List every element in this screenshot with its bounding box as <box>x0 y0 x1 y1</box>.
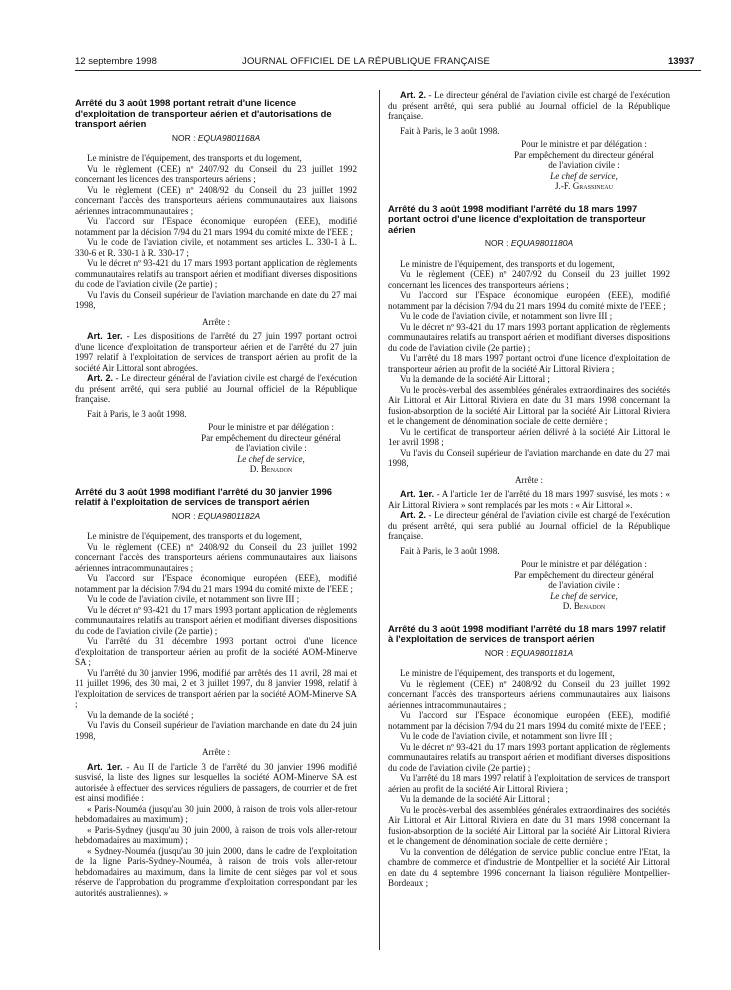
decree-title: Arrêté du 3 août 1998 modifiant l'arrêté du 18 mars 1997 relatif à l'exploitation de services de transport aérien <box>388 622 666 644</box>
recital-paragraph: Vu la convention de délégation de service public conclue entre l'Etat, la chambre de commerce et d'industrie de Montpellier et la société Air Littoral en date du 4 septembre 1996 concernant la liaison régulière Montpellier-Bordeaux ; <box>388 846 670 888</box>
signature-date: Fait à Paris, le 3 août 1998. <box>87 408 187 419</box>
page-header <box>0 0 731 80</box>
journal-title: JOURNAL OFFICIEL DE LA RÉPUBLIQUE FRANÇAISE <box>242 56 491 67</box>
header-rule <box>75 70 701 71</box>
decree-title: Arrêté du 3 août 1998 portant retrait d'une licence d'exploitation de transporteur aérien et d'autorisations de transport aérien <box>75 97 332 129</box>
signature-date: Fait à Paris, le 3 août 1998. <box>400 545 500 556</box>
column-divider <box>379 90 380 950</box>
recital-paragraph: Vu l'accord sur l'Espace économique européen (EEE), modifié notamment par la décision 7/94 du 21 mars 1994 du comité mixte de l'EEE ; <box>75 216 357 237</box>
recital-paragraph: Vu l'avis du Conseil supérieur de l'aviation marchande en date du 27 mai 1998, <box>388 447 670 468</box>
route-item: « Sydney-Nouméa (jusqu'au 30 juin 2000, dans le cadre de l'exploitation de la ligne Paris-Sydney-Nouméa, à raison de trois vols aller-retour hebdomadaires au maximum, dans la limite de cent sièges par vol et sous réserve de l'approbation du programme d'exploitation correspondant par les autorités australiennes). » <box>75 845 357 898</box>
arrete-heading: Arrête : <box>201 747 231 757</box>
recital-paragraph: Vu le règlement (CEE) nº 2408/92 du Conseil du 23 juillet 1992 concernant l'accès des transporteurs aériens communautaires aux liaisons aériennes intracommunautaires ; <box>388 678 670 710</box>
nor-reference: NOR : EQUA9801182A <box>171 510 261 521</box>
recital-paragraph: Vu l'arrêté du 18 mars 1997 portant octroi d'une licence d'exploitation de transporteur aérien au profit de la société Air Littoral Riviera ; <box>388 353 670 374</box>
decree-modif-30-janvier-1996 <box>75 487 357 899</box>
decree-modif-18-mars-1997-licence <box>388 204 670 612</box>
article-2: Art. 2. - Le directeur général de l'aviation civile est chargé de l'exécution du présent arrêté, qui sera publié au Journal officiel de la République française. <box>388 510 670 541</box>
issue-date: 12 septembre 1998 <box>75 56 157 67</box>
signatory-role: Le chef de service, <box>550 170 618 181</box>
decree-recitals <box>388 668 670 889</box>
recital-paragraph: Le ministre de l'équipement, des transports et du logement, <box>87 153 302 163</box>
recital-paragraph: Vu le code de l'aviation civile, et notamment son livre III ; <box>87 594 300 604</box>
page-number: 13937 <box>668 56 695 67</box>
nor-reference: NOR : EQUA9801180A <box>484 238 574 248</box>
signature-block: Pour le ministre et par délégation : Par empêchement du directeur général de l'aviation civile : Le chef de service, D. Benadon <box>498 559 670 612</box>
recital-paragraph: Vu le code de l'aviation civile, et notamment ses articles L. 330-1 à L. 330-6 et R. 330-1 à R. 330-17 ; <box>75 237 357 258</box>
recital-paragraph: Vu le code de l'aviation civile, et notamment son livre III ; <box>400 311 613 321</box>
decree-modif-18-mars-1997-exploitation <box>388 624 670 889</box>
recital-paragraph: Vu le règlement (CEE) nº 2408/92 du Conseil du 23 juillet 1992 concernant l'accès des transporteurs aériens communautaires aux liaisons aériennes intracommunautaires ; <box>75 184 357 216</box>
recital-paragraph: Vu la demande de la société Air Littoral ; <box>400 794 550 804</box>
nor-reference: NOR : EQUA9801181A <box>484 647 574 658</box>
recital-paragraph: Vu l'accord sur l'Espace économique européen (EEE), modifié notamment par la décision 7/94 du 21 mars 1994 du comité mixte de l'EEE ; <box>75 573 357 594</box>
recital-paragraph: Le ministre de l'équipement, des transports et du logement, <box>400 668 615 678</box>
recital-paragraph: Vu le décret nº 93-421 du 17 mars 1993 portant application de règlements communautaires relatifs au transport aérien et modifiant diverses dispositions du code de l'aviation civile (2e partie) ; <box>388 741 670 773</box>
route-item: « Paris-Nouméa (jusqu'au 30 juin 2000, à raison de trois vols aller-retour hebdomadaires au maximum) ; <box>75 803 357 824</box>
signature-block: Pour le ministre et par délégation : Par empêchement du directeur général de l'aviation civile : Le chef de service, D. Benadon <box>185 422 357 475</box>
route-list <box>75 804 357 899</box>
article-2: Art. 2. - Le directeur général de l'aviation civile est chargé de l'exécution du présent arrêté, qui sera publié au Journal officiel de la République française. <box>388 90 670 121</box>
article-1: Art. 1er. - Au II de l'article 3 de l'arrêté du 30 janvier 1996 modifié susvisé, la liste des lignes sur lesquelles la société AOM-Minerve SA est autorisée à effectuer des services réguliers de passagers, de courrier et de fret est ainsi modifiée : <box>75 761 357 803</box>
signatory-name: D. Benadon <box>249 464 293 474</box>
decree-retrait-licence <box>75 98 357 475</box>
arrete-heading: Arrête : <box>514 474 544 485</box>
recital-paragraph: Vu le règlement (CEE) nº 2407/92 du Conseil du 23 juillet 1992 concernant les licences des transporteurs aériens ; <box>388 269 670 290</box>
nor-reference: NOR : EQUA9801168A <box>171 132 261 143</box>
recital-paragraph: Le ministre de l'équipement, des transports et du logement, <box>87 531 302 541</box>
signature-date: Fait à Paris, le 3 août 1998. <box>400 125 500 136</box>
decree-recitals <box>388 259 670 469</box>
right-column <box>388 90 670 889</box>
recital-paragraph: Vu la demande de la société Air Littoral ; <box>400 374 550 384</box>
recital-paragraph: Vu l'avis du Conseil supérieur de l'aviation marchande en date du 27 mai 1998, <box>75 289 357 310</box>
recital-paragraph: Vu l'accord sur l'Espace économique européen (EEE), modifié notamment par la décision 7/94 du 21 mars 1994 du comité mixte de l'EEE ; <box>388 290 670 311</box>
recital-paragraph: Vu l'avis du Conseil supérieur de l'aviation marchande en date du 24 juin 1998, <box>75 720 357 741</box>
recital-paragraph: Vu le règlement (CEE) nº 2407/92 du Conseil du 23 juillet 1992 concernant les licences des transporteurs aériens ; <box>75 163 357 184</box>
recital-paragraph: Vu le décret nº 93-421 du 17 mars 1993 portant application de règlements communautaires relatifs au transport aérien et modifiant diverses dispositions du code de l'aviation civile (2e partie) ; <box>75 258 357 289</box>
recital-paragraph: Vu le certificat de transporteur aérien délivré à la société Air Littoral le 1er avril 1998 ; <box>388 426 670 447</box>
recital-paragraph: Vu l'arrêté du 18 mars 1997 relatif à l'exploitation de services de transport aérien au profit de la société Air Littoral Riviera ; <box>388 773 670 794</box>
article-1: Art. 1er. - A l'article 1er de l'arrêté du 18 mars 1997 susvisé, les mots : « Air Littoral Riviera » sont remplacés par les mots : « Air Littoral ». <box>388 489 670 510</box>
recital-paragraph: Vu le procès-verbal des assemblées générales extraordinaires des sociétés Air Littoral et Air Littoral Riviera en date du 31 mars 1998 concernant la fusion-absorption de la société Air Littoral par la société Air Littoral Riviera et le changement de dénomination sociale de cette dernière ; <box>388 384 670 426</box>
decree-title: Arrêté du 3 août 1998 modifiant l'arrêté du 30 janvier 1996 relatif à l'exploitation de services de transport aérien <box>75 485 333 507</box>
recital-paragraph: Vu l'arrêté du 31 décembre 1993 portant octroi d'une licence d'exploitation de transporteur aérien au profit de la société AOM-Minerve SA ; <box>75 636 357 667</box>
arrete-heading: Arrête : <box>201 316 231 327</box>
recital-paragraph: Le ministre de l'équipement, des transports et du logement, <box>400 258 615 269</box>
signatory-role: Le chef de service, <box>550 590 618 601</box>
article-1: Art. 1er. - Les dispositions de l'arrêté du 27 juin 1997 portant octroi d'une licence d'exploitation de transporteur aérien et de l'arrêté du 27 juin 1997 relatif à l'exploitation de services de transport aérien au profit de la société Air Littoral sont abrogées. <box>75 331 357 373</box>
recital-paragraph: Vu le décret nº 93-421 du 17 mars 1993 portant application de règlements communautaires relatifs au transport aérien et modifiant diverses dispositions du code de l'aviation civile (2e partie) ; <box>75 604 357 636</box>
signatory-name: J.-F. Grassineau <box>555 181 613 191</box>
recital-paragraph: Vu le décret nº 93-421 du 17 mars 1993 portant application de règlements communautaires relatifs au transport aérien et modifiant diverses dispositions du code de l'aviation civile (2e partie) ; <box>388 321 670 353</box>
recital-paragraph: Vu l'arrêté du 30 janvier 1996, modifié par arrêtés des 11 avril, 28 mai et 11 juillet 1996, des 30 mai, 2 et 3 juillet 1997, du 8 janvier 1998, relatif à l'exploitation de services de transport aérien par la société AOM-Minerve SA ; <box>75 667 357 709</box>
route-item: « Paris-Sydney (jusqu'au 30 juin 2000, à raison de trois vols aller-retour hebdomadaires au maximum) ; <box>75 824 357 845</box>
decree-recitals <box>75 531 357 741</box>
recital-paragraph: Vu le code de l'aviation civile, et notamment son livre III ; <box>400 731 613 741</box>
recital-paragraph: Vu la demande de la société ; <box>87 709 194 720</box>
signature-block: Pour le ministre et par délégation : Par empêchement du directeur général de l'aviation civile : Le chef de service, J.-F. Grassineau <box>498 139 670 192</box>
decree-title: Arrêté du 3 août 1998 modifiant l'arrêté du 18 mars 1997 portant octroi d'une licence d'exploitation de transporteur aérien <box>388 202 646 235</box>
left-column <box>75 90 357 898</box>
signatory-role: Le chef de service, <box>237 453 305 464</box>
signatory-name: D. Benadon <box>562 601 606 611</box>
decree-modif-30-janvier-1996-end <box>388 90 670 192</box>
recital-paragraph: Vu l'accord sur l'Espace économique européen (EEE), modifié notamment par la décision 7/94 du 21 mars 1994 du comité mixte de l'EEE ; <box>388 710 670 731</box>
decree-recitals <box>75 153 357 311</box>
recital-paragraph: Vu le procès-verbal des assemblées générales extraordinaires des sociétés Air Littoral et Air Littoral Riviera en date du 31 mars 1998 concernant la fusion-absorption de la société Air Littoral par la société Air Littoral Riviera et le changement de dénomination sociale de cette dernière ; <box>388 804 670 846</box>
recital-paragraph: Vu le règlement (CEE) nº 2408/92 du Conseil du 23 juillet 1992 concernant l'accès des transporteurs aériens communautaires aux liaisons aériennes intracommunautaires ; <box>75 541 357 573</box>
article-2: Art. 2. - Le directeur général de l'aviation civile est chargé de l'exécution du présent arrêté, qui sera publié au Journal officiel de la République française. <box>75 373 357 404</box>
